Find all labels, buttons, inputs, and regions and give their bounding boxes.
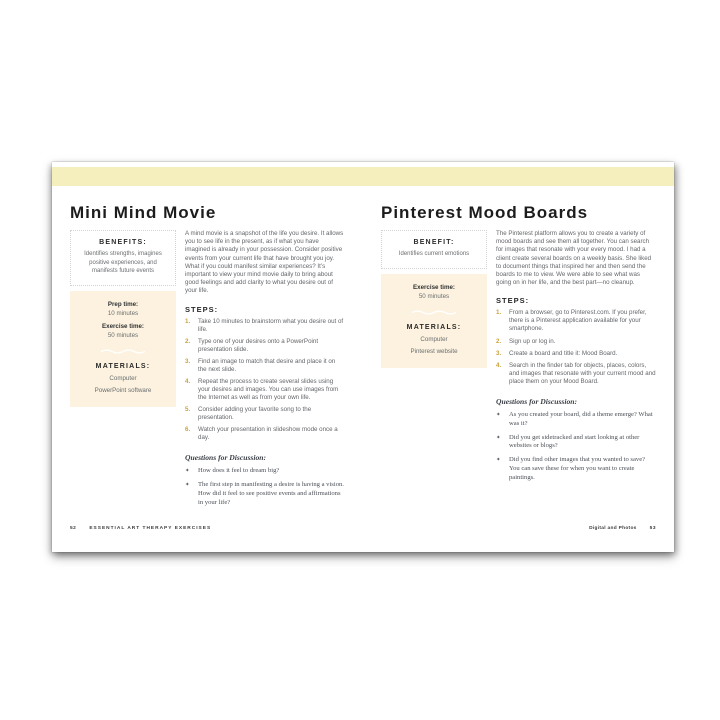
questions-heading: Questions for Discussion:: [185, 453, 267, 463]
exercise-time-label: Exercise time:: [102, 323, 144, 331]
page-title: Pinterest Mood Boards: [381, 203, 589, 222]
wavy-divider-icon: [101, 348, 145, 355]
benefits-box: [381, 230, 487, 269]
right-page: [363, 162, 674, 552]
step-text: Watch your presentation in slideshow mode once a day.: [198, 426, 338, 442]
question-text: As you created your board, did a theme emerge? What was it?: [509, 410, 653, 427]
step-item: [496, 309, 656, 333]
question-text: How does it feel to dream big?: [198, 467, 280, 475]
step-number: 5.: [185, 406, 191, 414]
step-text: Find an image to match that desire and place it on the next slide.: [198, 357, 336, 373]
step-text: Consider adding your favorite song to the presentation.: [198, 406, 312, 422]
question-item: [496, 434, 656, 452]
step-number: 1.: [185, 317, 191, 325]
step-number: 3.: [496, 349, 502, 357]
material-item: Computer: [420, 335, 448, 343]
prep-time-value: 10 minutes: [107, 310, 139, 318]
steps-list: [185, 318, 345, 443]
step-text: From a browser, go to Pinterest.com. If you prefer, there is a Pinterest application available for your smartphone.: [509, 309, 647, 333]
main-text-column: [496, 230, 656, 488]
right-page-footer: [381, 526, 656, 531]
bullet-star-icon: ✦: [185, 468, 190, 475]
steps-heading: STEPS:: [185, 304, 219, 314]
left-page: [52, 162, 363, 552]
bullet-star-icon: ✦: [496, 457, 501, 464]
steps-heading: STEPS:: [496, 296, 530, 306]
time-materials-box: [381, 274, 487, 368]
step-text: Create a board and title it: Mood Board.: [509, 349, 618, 357]
step-item: [496, 350, 656, 358]
step-number: 4.: [496, 361, 502, 369]
main-text-column: [185, 230, 345, 513]
step-item: [185, 358, 345, 374]
step-number: 4.: [185, 377, 191, 385]
step-text: Repeat the process to create several slides using your desires and images. You can use images from the Internet as well as from your own life.: [198, 377, 339, 401]
question-item: [496, 411, 656, 429]
exercise-time-value: 50 minutes: [418, 292, 450, 300]
material-item: Computer: [109, 375, 137, 383]
materials-heading: MATERIALS:: [406, 323, 462, 331]
benefit-heading: BENEFIT:: [413, 239, 455, 246]
intro-paragraph: A mind movie is a snapshot of the life you desire. It allows you to see life in the present, as if what you have imagined is already in your possession. Consider positive events from your current life that have brought you joy. What if you could manifest similar experiences? It’s important to view your mind movie daily to bring about good feelings and add clarity to what you desire out of your life.: [185, 230, 344, 295]
step-number: 2.: [496, 337, 502, 345]
step-number: 2.: [185, 337, 191, 345]
page-number: 52: [70, 526, 77, 531]
step-number: 6.: [185, 426, 191, 434]
bullet-star-icon: ✦: [496, 434, 501, 441]
step-item: [185, 426, 345, 442]
step-item: [496, 338, 656, 346]
step-number: 1.: [496, 309, 502, 317]
benefits-box: [70, 230, 176, 286]
question-text: Did you find other images that you wanted to save? You can save these for when you want to create paintings.: [509, 456, 646, 482]
step-item: [496, 362, 656, 386]
left-page-footer: [70, 526, 345, 531]
material-item: PowerPoint software: [94, 387, 152, 395]
intro-paragraph: The Pinterest platform allows you to create a variety of mood boards and see them all together. You can search for images that resonate with your every mood. I had a client create several boards on a weekly basis. She liked to document things that inspired her and then send the boards to me to view. We were able to see what was going on in her life, and the best part—no cleanup.: [496, 230, 652, 287]
exercise-sidebar: [70, 230, 176, 513]
benefits-heading: BENEFITS:: [99, 239, 147, 246]
wavy-divider-icon: [412, 309, 456, 316]
question-item: [496, 456, 656, 483]
bullet-star-icon: ✦: [185, 482, 190, 489]
step-item: [185, 318, 345, 334]
benefits-text: Identifies strengths, imagines positive experiences, and manifests future events: [84, 251, 162, 275]
book-title-runninghead: ESSENTIAL ART THERAPY EXERCISES: [89, 526, 212, 531]
step-text: Type one of your desires onto a PowerPoint presentation slide.: [198, 337, 319, 353]
question-item: [185, 467, 345, 476]
step-text: Sign up or log in.: [509, 337, 556, 345]
bullet-star-icon: ✦: [496, 411, 501, 418]
step-item: [185, 378, 345, 402]
questions-heading: Questions for Discussion:: [496, 396, 578, 406]
step-number: 3.: [185, 357, 191, 365]
question-text: The first step in manifesting a desire is having a vision. How did it feel to see positive events and affirmations in your life?: [198, 481, 344, 506]
questions-list: [496, 411, 656, 483]
materials-heading: MATERIALS:: [95, 363, 151, 371]
exercise-sidebar: [381, 230, 487, 488]
page-number: 53: [649, 526, 656, 531]
step-text: Search in the finder tab for objects, places, colors, and images that resonate with your current mood and place them on your Mood Board.: [509, 361, 656, 385]
step-text: Take 10 minutes to brainstorm what you desire out of life.: [198, 317, 344, 333]
questions-list: [185, 467, 345, 508]
steps-list: [496, 309, 656, 386]
question-item: [185, 481, 345, 508]
page-title: Mini Mind Movie: [70, 203, 217, 222]
step-item: [185, 406, 345, 422]
exercise-time-label: Exercise time:: [413, 283, 455, 291]
book-spread: [52, 162, 674, 552]
exercise-time-value: 50 minutes: [107, 332, 139, 340]
material-item: Pinterest website: [410, 347, 458, 355]
time-materials-box: [70, 291, 176, 407]
step-item: [185, 338, 345, 354]
chapter-runninghead: Digital and Photos: [589, 526, 637, 531]
benefit-text: Identifies current emotions: [398, 251, 470, 257]
question-text: Did you get sidetracked and start looking at other websites or blogs?: [509, 433, 640, 450]
prep-time-label: Prep time:: [107, 301, 139, 309]
